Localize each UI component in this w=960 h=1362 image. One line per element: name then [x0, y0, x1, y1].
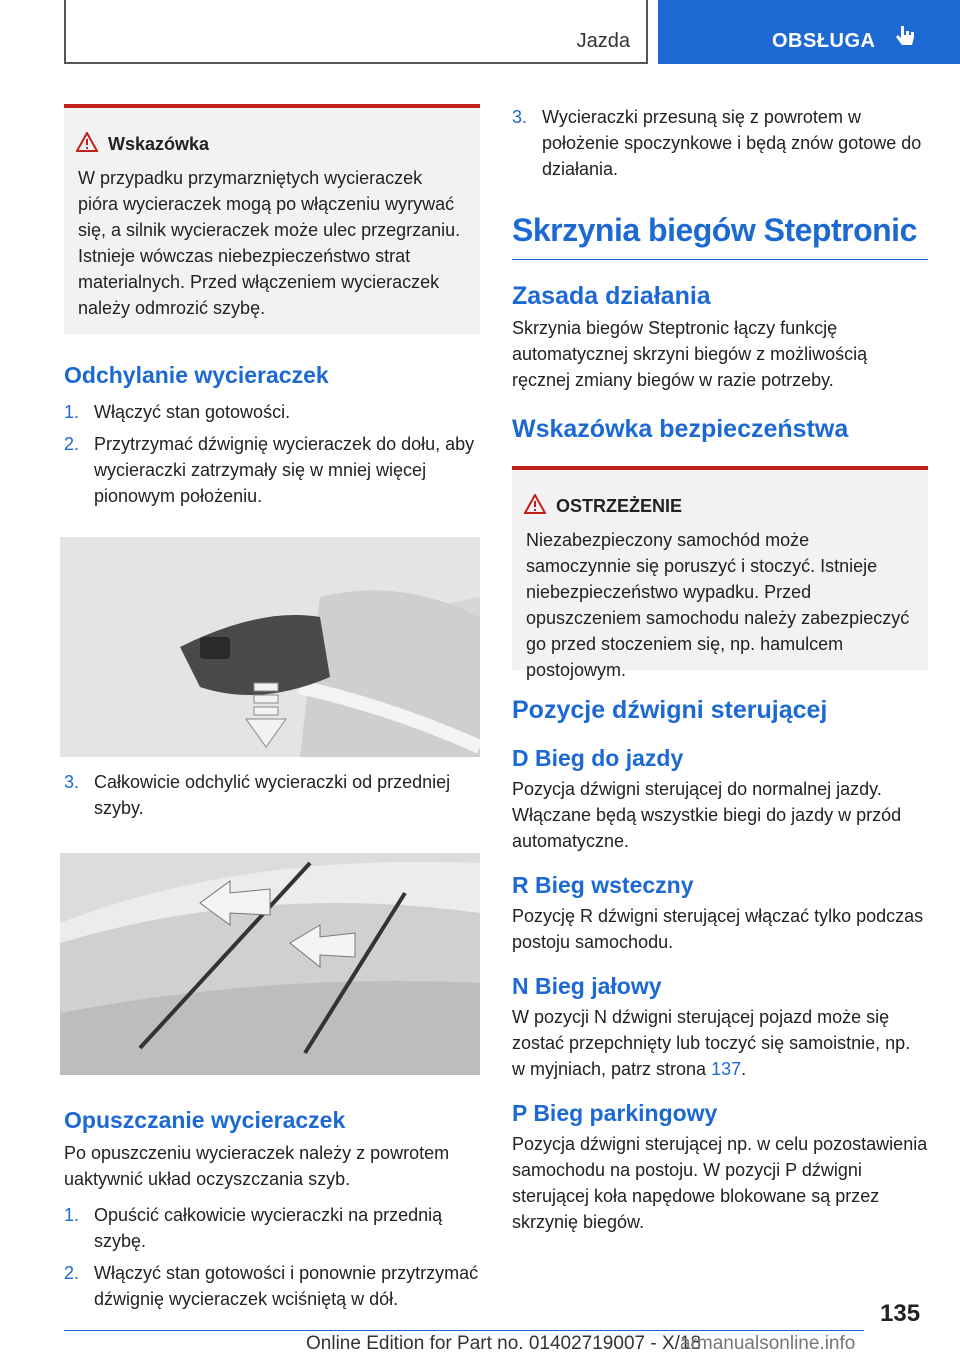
heading-n: N Bieg jałowy [512, 973, 662, 999]
warning-triangle-icon [76, 132, 98, 157]
warning-title-text: OSTRZEŻENIE [556, 496, 683, 516]
header-section-title: Jazda [576, 30, 630, 52]
warning-title [556, 496, 914, 517]
list-item: 3. Wycieraczki przesuną się z powrotem w położenie spoczynkowe i będą znów gotowe do działania. [512, 107, 922, 179]
wiper-lever-illustration [60, 537, 476, 757]
warning-triangle-icon [524, 494, 546, 519]
r-text: Pozycję R dźwigni sterującej włączać tylko podczas postoju samochodu. [512, 906, 924, 952]
list-item: 2. Włączyć stan gotowości i ponownie przytrzymać dźwignię wycieraczek wciśniętą w dół. [64, 1263, 479, 1309]
chapter-heading: Skrzynia biegów Steptronic [512, 212, 917, 248]
header-frame [64, 0, 648, 64]
d-text: Pozycja dźwigni sterującej do normalnej jazdy. Włączane będą wszystkie biegi do jazdy w przód automatyczne. [512, 779, 902, 851]
left-column [64, 104, 480, 1312]
warning-box [512, 466, 928, 680]
header-tab-obsluga[interactable] [658, 0, 960, 64]
note-box [64, 104, 480, 334]
list-item: 2. Przytrzymać dźwignię wycieraczek do dołu, aby wycieraczki zatrzymały się w mniej więcej pionowym położeniu. [64, 434, 475, 506]
heading-r: R Bieg wsteczny [512, 872, 694, 898]
heading-tilt: Odchylanie wycieraczek [64, 362, 329, 388]
warning-text: Niezabezpieczony samochód może samoczynnie się poruszyć i stoczyć. Istnieje niebezpieczeństwo wypadku. Przed opuszczeniem samochodu należy zabezpieczyć go przed stoczeniem się, np. hamulcem postojowym. [526, 530, 910, 680]
principle-text: Skrzynia biegów Steptronic łączy funkcję automatycznej skrzyni biegów z możliwością ręcznej zmiany biegów w razie potrzeby. [512, 318, 868, 390]
heading-safety: Wskazówka bezpieczeństwa [512, 415, 849, 443]
hand-pointer-icon [894, 24, 916, 55]
heading-d: D Bieg do jazdy [512, 745, 684, 771]
heading-principle: Zasada działania [512, 282, 711, 310]
page-number: 135 [880, 1300, 921, 1327]
footer-divider [64, 1330, 864, 1331]
heading-positions: Pozycje dźwigni sterującej [512, 696, 828, 724]
wipers-raised-illustration [60, 853, 476, 1075]
lower-text: Po opuszczeniu wycieraczek należy z powrotem uaktywnić układ oczyszczania szyb. [64, 1143, 450, 1189]
note-title-text: Wskazówka [108, 134, 210, 154]
chapter-heading-wrap [512, 212, 928, 260]
n-text: W pozycji N dźwigni sterującej pojazd może się zostać przepchnięty lub toczyć się samoistnie, np. w myjniach, patrz strona 137. [512, 1007, 911, 1079]
heading-p: P Bieg parkingowy [512, 1100, 718, 1126]
list-item: 1. Opuścić całkowicie wycieraczki na przednią szybę. [64, 1205, 443, 1251]
list-item: 1. Włączyć stan gotowości. [64, 402, 291, 422]
heading-lower: Opuszczanie wycieraczek [64, 1107, 346, 1133]
note-text: W przypadku przymarzniętych wycieraczek pióra wycieraczek mogą po włączeniu wyrywać się, a silnik wycieraczek może ulec przegrzaniu. Istnieje wówczas niebezpieczeństwo strat materialnych. Przed włączeniem wycieraczek należy odmrozić szybę. [78, 168, 461, 318]
header-tab-label: OBSŁUGA [772, 30, 876, 52]
watermark: armanualsonline.info [680, 1333, 856, 1354]
right-column [512, 104, 928, 1235]
page-link-137[interactable]: 137 [711, 1059, 742, 1079]
p-text: Pozycja dźwigni sterującej np. w celu pozostawienia samochodu na postoju. W pozycji P dźwigni sterującej koła napędowe blokowane są przez skrzynię biegów. [512, 1134, 928, 1232]
note-title [108, 134, 466, 155]
list-item: 3. Całkowicie odchylić wycieraczki od przedniej szyby. [64, 772, 451, 818]
footer-edition: Online Edition for Part no. 01402719007 - X/18 [306, 1333, 702, 1354]
